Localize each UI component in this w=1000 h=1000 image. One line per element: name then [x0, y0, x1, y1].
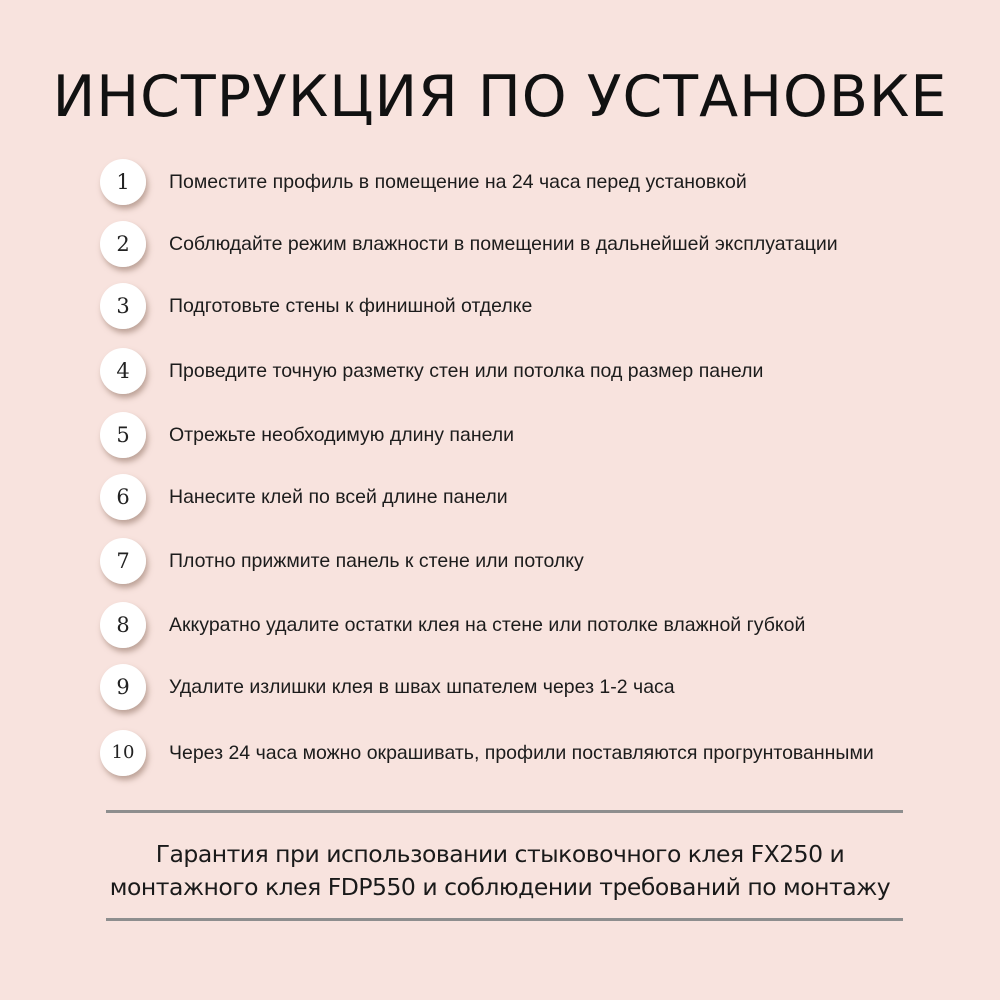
top-divider	[106, 810, 903, 813]
step-number-badge: 4	[100, 348, 146, 394]
step-2	[100, 221, 980, 271]
step-6	[100, 474, 980, 524]
guarantee-line-2: монтажного клея FDP550 и соблюдении требований по монтажу	[109, 873, 891, 901]
step-number-badge: 5	[100, 412, 146, 458]
bottom-divider	[106, 918, 903, 921]
step-number-badge: 10	[100, 730, 146, 776]
step-text: Соблюдайте режим влажности в помещении в дальнейшей эксплуатации	[169, 233, 838, 255]
step-text: Через 24 часа можно окрашивать, профили поставляются прогрунтованными	[169, 742, 874, 764]
step-4	[100, 348, 980, 398]
step-text: Проведите точную разметку стен или потолка под размер панели	[169, 360, 764, 382]
step-10	[100, 730, 980, 780]
step-text: Поместите профиль в помещение на 24 часа перед установкой	[169, 171, 747, 193]
step-text: Аккуратно удалите остатки клея на стене или потолке влажной губкой	[169, 614, 806, 636]
step-number-badge: 6	[100, 474, 146, 520]
step-number-badge: 9	[100, 664, 146, 710]
step-7	[100, 538, 980, 588]
step-text: Подготовьте стены к финишной отделке	[169, 295, 533, 317]
step-1	[100, 159, 980, 209]
guarantee-line-1: Гарантия при использовании стыковочного клея FX250 и	[155, 840, 845, 868]
step-3	[100, 283, 980, 333]
step-9	[100, 664, 980, 714]
step-number-badge: 1	[100, 159, 146, 205]
step-8	[100, 602, 980, 652]
guarantee-note	[0, 838, 1000, 904]
step-text: Отрежьте необходимую длину панели	[169, 424, 515, 446]
step-text: Плотно прижмите панель к стене или потолку	[169, 550, 584, 572]
step-text: Удалите излишки клея в швах шпателем через 1-2 часа	[169, 676, 675, 698]
step-5	[100, 412, 980, 462]
page-title: ИНСТРУКЦИЯ ПО УСТАНОВКЕ	[52, 64, 948, 130]
step-text: Нанесите клей по всей длине панели	[169, 486, 508, 508]
step-number-badge: 7	[100, 538, 146, 584]
step-number-badge: 3	[100, 283, 146, 329]
step-number-badge: 8	[100, 602, 146, 648]
step-number-badge: 2	[100, 221, 146, 267]
